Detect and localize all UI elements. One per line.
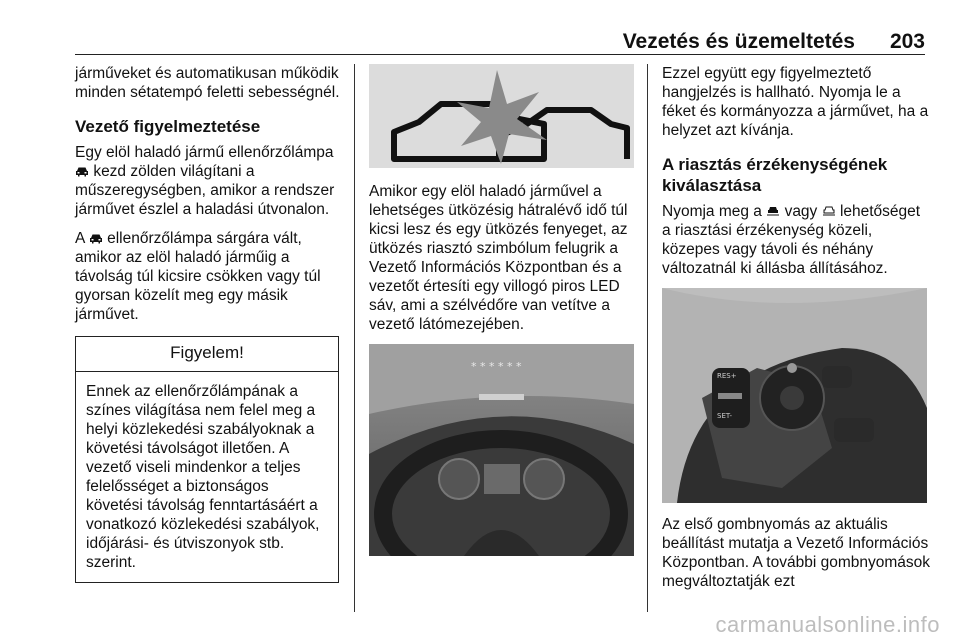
- paragraph: A ellenőrzőlámpa sárgára vált, amikor az elöl haladó járműig a távolság túl kicsire csökken vagy túl gyorsan közelít meg egy másik járművet.: [75, 230, 321, 323]
- steering-wheel-controls-photo: [662, 288, 927, 503]
- svg-text:* * * * * *: * * * * * *: [471, 360, 522, 373]
- paragraph: Ezzel együtt egy figyelmeztető hangjelzés is hallható. Nyomja le a féket és kormányozza a járművet, ha a helyzet azt kívánja.: [662, 65, 929, 139]
- column-divider: [647, 64, 648, 612]
- sensitivity-far-icon: [766, 206, 780, 217]
- warning-box: [75, 336, 339, 583]
- warning-body: Ennek az ellenőrzőlámpának a színes világítása nem felel meg a helyi közlekedési szabályoknak a követési távolságot illetően. A vezető viseli mindenkor a teljes felelősséget a biztonságos követési távolság fenntartásáért a vonatkozó közlekedési szabályok, időjárási- és útviszonyok stb. szerint.: [86, 383, 320, 571]
- intro-paragraph: járműveket és automatikusan működik minden sétatempó feletti sebességnél.: [75, 65, 340, 101]
- paragraph: Egy elöl haladó jármű ellenőrzőlámpa kezd zölden világítani a műszeregységben, amikor a rendszer járművet észlel a haladási útvonalon.: [75, 144, 335, 218]
- column-left: [75, 64, 345, 583]
- set-label: SET-: [717, 412, 733, 420]
- paragraph: Nyomja meg a vagy lehetőséget a riasztási érzékenység közeli, közepes vagy távoli és néhány változatnál ki állásba állításához.: [662, 203, 921, 277]
- section-heading: A riasztás érzékenységének kiválasztása: [662, 155, 888, 195]
- paragraph: Az első gombnyomás az aktuális beállítást mutatja a Vezető Információs Központban. A további gombnyomások megváltoztatják ezt: [662, 516, 930, 590]
- page-number: 203: [889, 30, 925, 53]
- dashboard-hud-photo: [369, 344, 634, 556]
- page-header: [75, 30, 925, 55]
- sensitivity-near-icon: [822, 206, 836, 217]
- column-divider: [354, 64, 355, 612]
- collision-warning-illustration: [369, 64, 634, 168]
- vehicle-ahead-icon: [75, 166, 89, 177]
- warning-title: Figyelem!: [76, 337, 338, 372]
- watermark: carmanualsonline.info: [715, 612, 940, 637]
- res-label: RES+: [717, 372, 737, 380]
- column-middle: [369, 64, 634, 556]
- vehicle-ahead-icon: [89, 233, 103, 244]
- paragraph: Amikor egy elöl haladó járművel a lehetséges ütközésig hátralévő idő túl kicsi lesz és egy ütközés fenyeget, az ütközés riasztó szimbólum felugrik a Vezető Információs Központban és a vezetőt értesíti egy villogó piros LED sáv, ami a szélvédőre van vetítve a vezető látómezejében.: [369, 183, 628, 333]
- page-title: Vezetés és üzemeltetés: [622, 30, 855, 53]
- section-heading: Vezető figyelmeztetése: [75, 117, 261, 136]
- column-right: [662, 64, 930, 601]
